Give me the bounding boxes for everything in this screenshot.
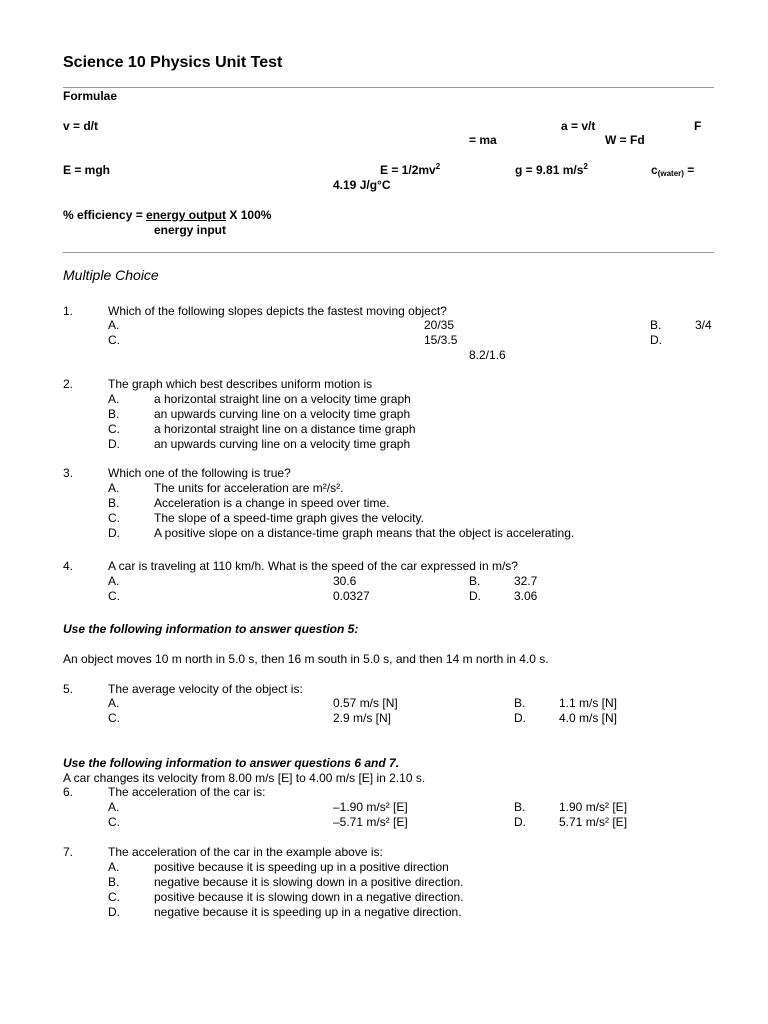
option-letter: A.: [108, 481, 120, 495]
option-letter: B.: [108, 496, 120, 510]
option-letter: B.: [650, 318, 662, 332]
formula-velocity: v = d/t: [63, 119, 99, 133]
option-text: negative because it is slowing down in a positive direction.: [154, 875, 464, 889]
formula-specific-heat-value: 4.19 J/g°C: [333, 178, 391, 192]
option-value: 8.2/1.6: [469, 348, 506, 362]
info-text: An object moves 10 m north in 5.0 s, then 16 m south in 5.0 s, and then 14 m north in 4.0 s.: [63, 652, 549, 666]
option-value: –5.71 m/s² [E]: [333, 815, 408, 829]
option-text: an upwards curving line on a velocity time graph: [154, 437, 411, 451]
formula-acceleration: a = v/t: [561, 119, 596, 133]
option-value: 0.57 m/s [N]: [333, 696, 398, 710]
option-value: 0.0327: [333, 589, 370, 603]
question-number: 6.: [63, 785, 74, 799]
option-letter: A.: [108, 800, 120, 814]
option-value: 1.1 m/s [N]: [559, 696, 618, 710]
formulae-heading: Formulae: [63, 89, 118, 103]
option-value: 15/3.5: [424, 333, 458, 347]
info-heading: Use the following information to answer questions 6 and 7.: [63, 756, 400, 770]
question-stem: Which of the following slopes depicts the fastest moving object?: [108, 304, 447, 318]
formula-potential-energy: E = mgh: [63, 163, 111, 177]
option-letter: D.: [108, 905, 120, 919]
option-value: 32.7: [514, 574, 538, 588]
formula-efficiency: % efficiency = energy output X 100%: [63, 208, 272, 222]
option-text: positive because it is slowing down in a negative direction.: [154, 890, 464, 904]
question-number: 2.: [63, 377, 74, 391]
page-title: Science 10 Physics Unit Test: [63, 54, 283, 71]
option-letter: A.: [108, 392, 120, 406]
title-divider: [63, 87, 714, 88]
info-text: A car changes its velocity from 8.00 m/s [E] to 4.00 m/s [E] in 2.10 s.: [63, 771, 426, 785]
option-text: positive because it is speeding up in a positive direction: [154, 860, 449, 874]
formula-work: W = Fd: [605, 133, 645, 147]
option-text: an upwards curving line on a velocity time graph: [154, 407, 411, 421]
option-letter: D.: [650, 333, 662, 347]
question-stem: Which one of the following is true?: [108, 466, 291, 480]
option-letter: B.: [514, 800, 526, 814]
formula-specific-heat: c(water) =: [651, 163, 695, 178]
option-text: Acceleration is a change in speed over time.: [154, 496, 390, 510]
option-value: 20/35: [424, 318, 455, 332]
option-letter: C.: [108, 711, 120, 725]
option-letter: B.: [108, 875, 120, 889]
option-value: 2.9 m/s [N]: [333, 711, 392, 725]
option-value: 5.71 m/s² [E]: [559, 815, 628, 829]
option-letter: D.: [469, 589, 481, 603]
formula-kinetic-energy: $E = 1/2mv^2$: [380, 162, 441, 177]
option-text: negative because it is speeding up in a negative direction.: [154, 905, 462, 919]
option-letter: D.: [108, 526, 120, 540]
option-text: The slope of a speed-time graph gives the velocity.: [154, 511, 424, 525]
option-letter: C.: [108, 890, 120, 904]
option-letter: C.: [108, 511, 120, 525]
option-letter: B.: [469, 574, 481, 588]
option-value: 1.90 m/s² [E]: [559, 800, 628, 814]
option-letter: C.: [108, 422, 120, 436]
option-text: a horizontal straight line on a velocity time graph: [154, 392, 411, 406]
section-heading: Multiple Choice: [63, 267, 159, 283]
option-text: A positive slope on a distance-time graph means that the object is accelerating.: [154, 526, 575, 540]
option-value: 3.06: [514, 589, 538, 603]
question-stem: The acceleration of the car in the example above is:: [108, 845, 383, 859]
question-stem: The average velocity of the object is:: [108, 682, 303, 696]
option-text: The units for acceleration are m²/s².: [154, 481, 344, 495]
option-value: 3/4: [695, 318, 712, 332]
option-letter: C.: [108, 589, 120, 603]
formula-gravity: g = 9.81 $m/s^2$: [515, 162, 588, 177]
question-stem: The graph which best describes uniform motion is: [108, 377, 373, 391]
question-number: 4.: [63, 559, 74, 573]
formula-force-rest: = ma: [469, 133, 497, 147]
option-value: 4.0 m/s [N]: [559, 711, 618, 725]
formulae-divider: [63, 252, 714, 253]
question-number: 5.: [63, 682, 74, 696]
option-letter: D.: [514, 711, 526, 725]
formula-efficiency-denominator: energy input: [154, 223, 227, 237]
option-letter: D.: [108, 437, 120, 451]
option-letter: C.: [108, 815, 120, 829]
question-number: 7.: [63, 845, 74, 859]
question-number: 1.: [63, 304, 74, 318]
question-stem: A car is traveling at 110 km/h. What is the speed of the car expressed in m/s?: [108, 559, 518, 573]
option-letter: C.: [108, 333, 120, 347]
option-letter: A.: [108, 574, 120, 588]
option-letter: A.: [108, 696, 120, 710]
option-letter: B.: [108, 407, 120, 421]
option-letter: A.: [108, 318, 120, 332]
formula-force-letter: F: [694, 119, 702, 133]
question-number: 3.: [63, 466, 74, 480]
info-heading: Use the following information to answer question 5:: [63, 622, 359, 636]
option-text: a horizontal straight line on a distance time graph: [154, 422, 416, 436]
question-stem: The acceleration of the car is:: [108, 785, 266, 799]
option-letter: B.: [514, 696, 526, 710]
option-letter: A.: [108, 860, 120, 874]
option-value: –1.90 m/s² [E]: [333, 800, 408, 814]
option-value: 30.6: [333, 574, 357, 588]
option-letter: D.: [514, 815, 526, 829]
